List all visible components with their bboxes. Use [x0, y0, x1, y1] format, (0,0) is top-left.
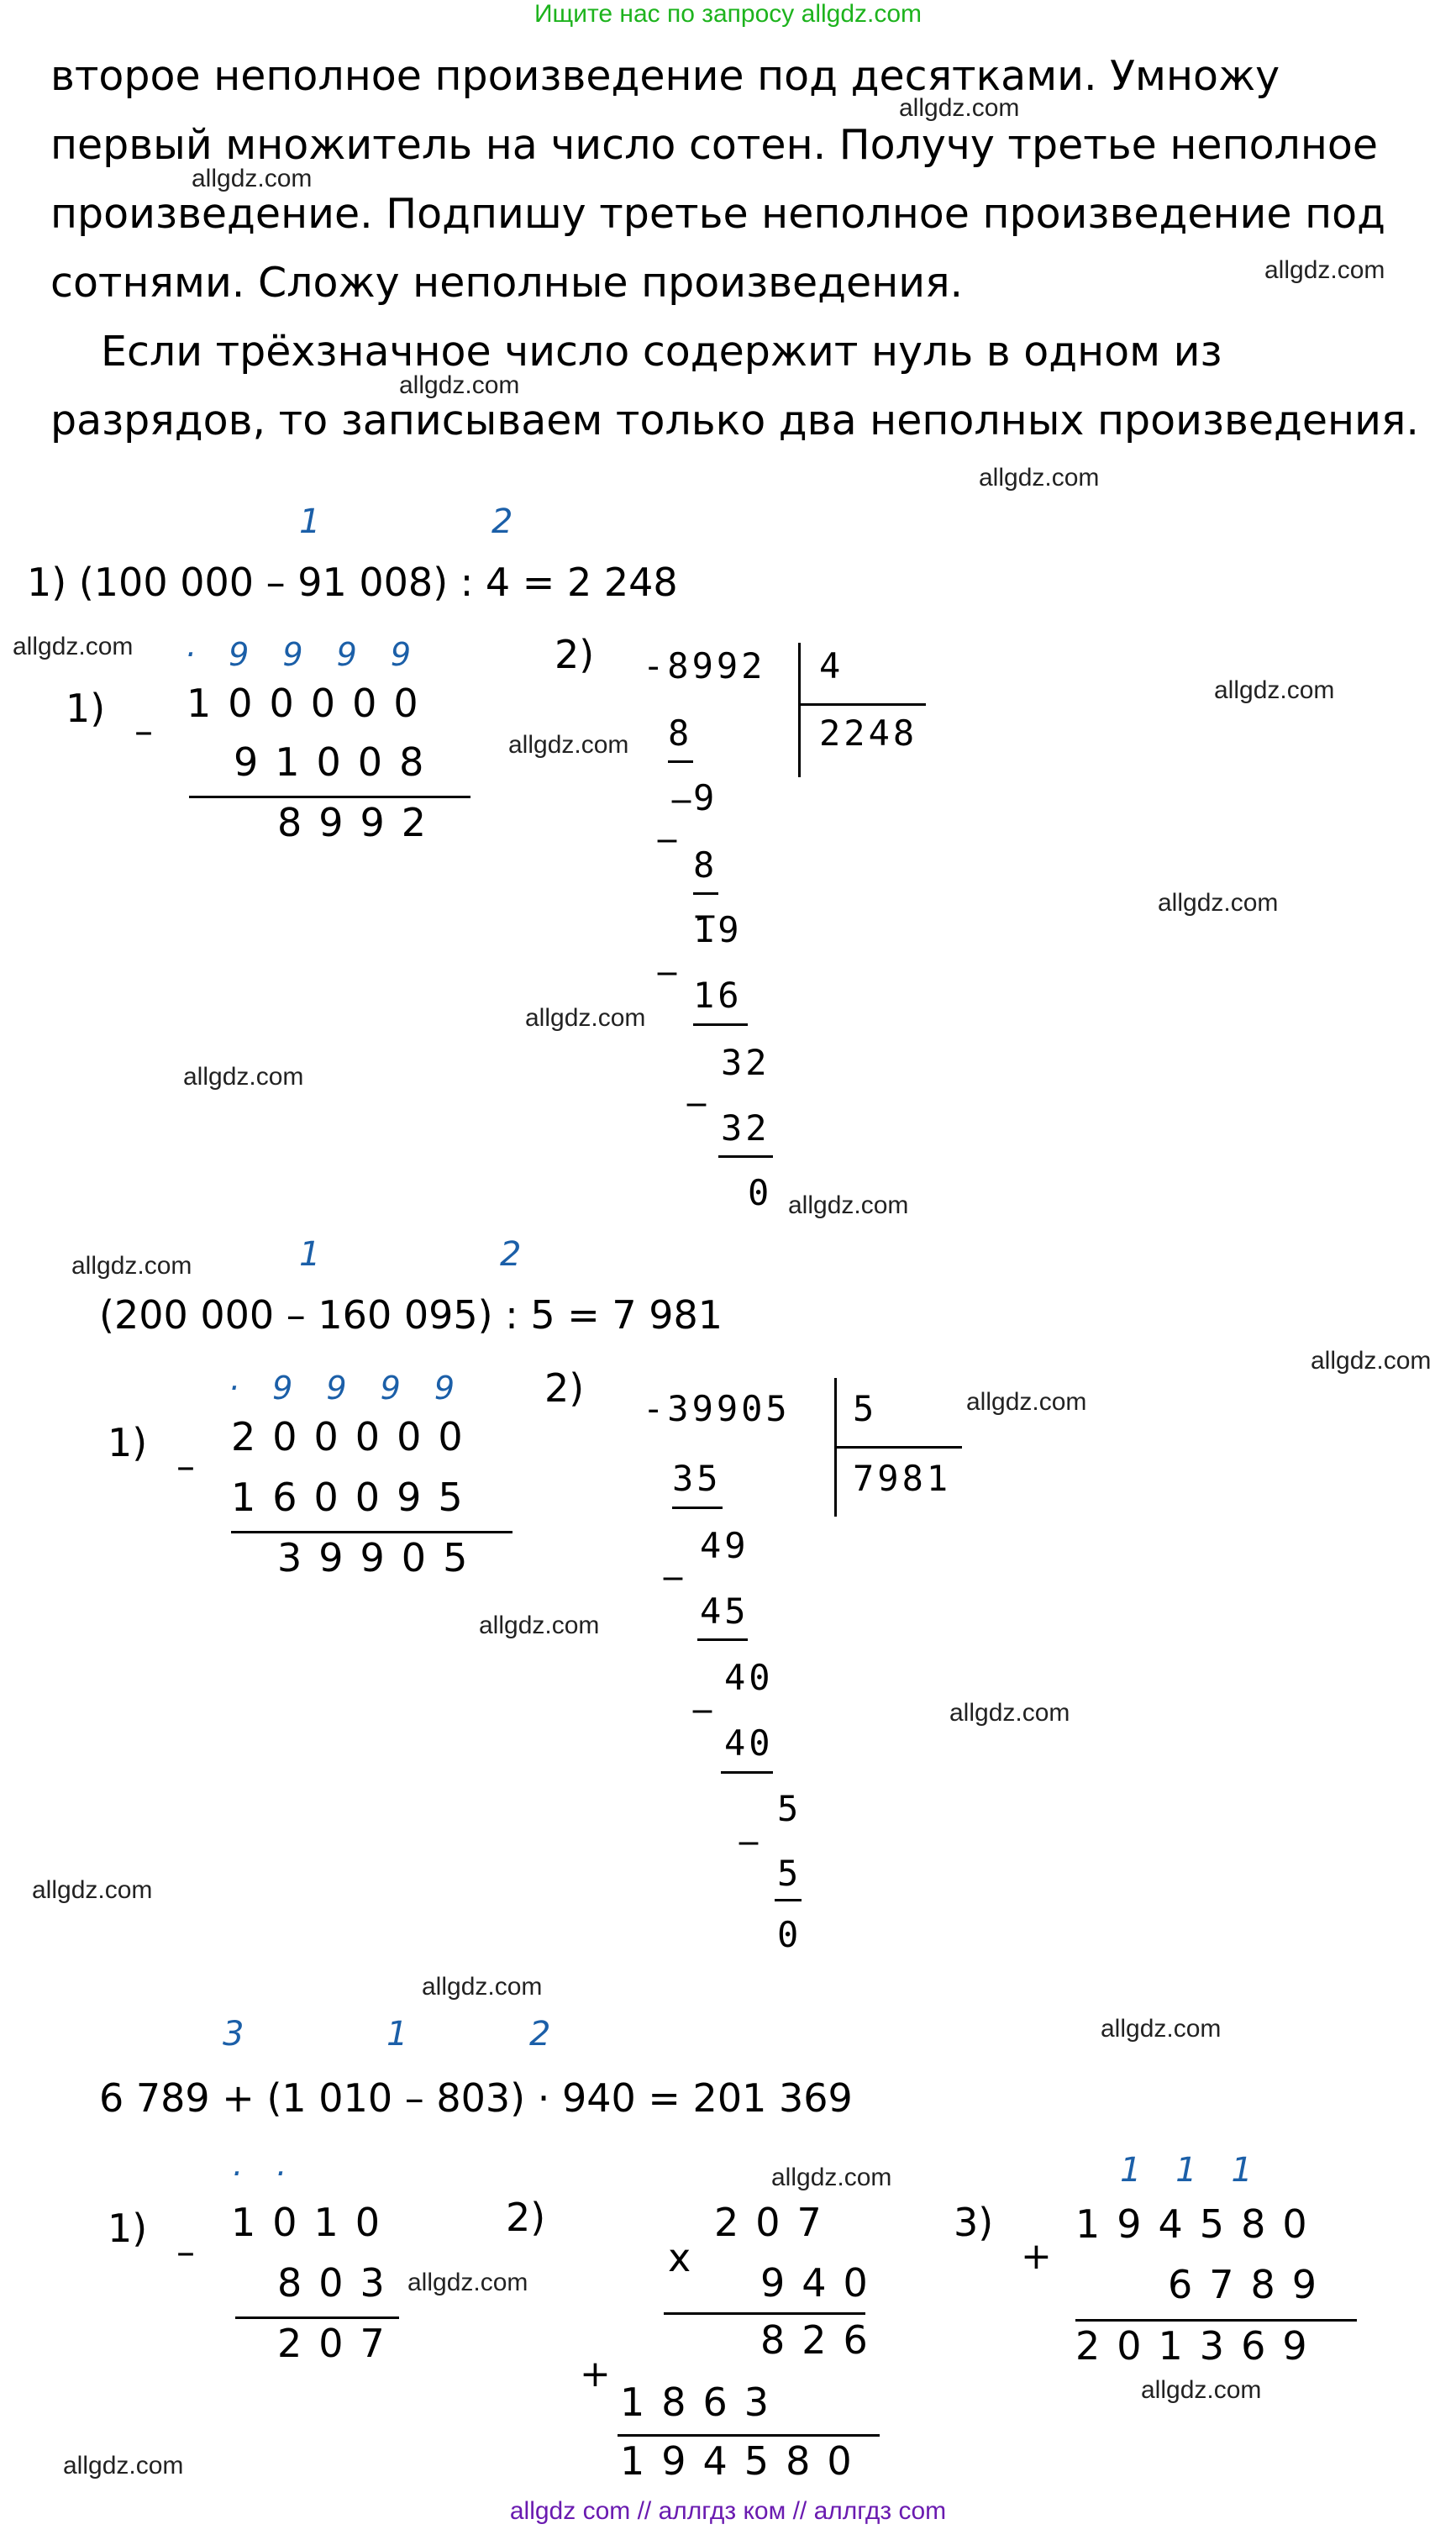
- watermark: allgdz.com: [966, 1388, 1087, 1416]
- watermark: allgdz.com: [32, 1876, 153, 1904]
- watermark: allgdz.com: [508, 731, 629, 759]
- step-rule: [697, 1638, 748, 1641]
- task3-minuend: 1010: [231, 2200, 397, 2245]
- watermark: allgdz.com: [192, 165, 313, 192]
- watermark: allgdz.com: [1101, 2015, 1222, 2043]
- step-rule: [718, 1155, 773, 1158]
- watermark: allgdz.com: [399, 371, 520, 399]
- task2-dividend: -39905: [643, 1388, 791, 1429]
- paragraph-2: Если трёхзначное число содержит нуль в одном из разрядов, то записываем только два неполных произведения.: [50, 328, 1419, 444]
- task2-quotient: 7981: [853, 1458, 952, 1499]
- task2-divisor: 5: [853, 1388, 878, 1429]
- quotient-rule: [834, 1446, 962, 1449]
- mul-sum-rule: [618, 2434, 880, 2437]
- watermark: allgdz.com: [979, 464, 1100, 492]
- watermark: allgdz.com: [1158, 889, 1279, 917]
- watermark: allgdz.com: [479, 1612, 600, 1639]
- division-bar: [798, 643, 801, 777]
- division-remainder: 0: [748, 1172, 773, 1213]
- task2-step1-label: 1): [108, 1420, 148, 1465]
- watermark: allgdz.com: [771, 2164, 892, 2191]
- watermark: allgdz.com: [1214, 676, 1335, 704]
- task2-subtrahend: 160095: [231, 1475, 480, 1520]
- step-rule: [693, 1023, 748, 1026]
- watermark: allgdz.com: [63, 2452, 184, 2480]
- division-step: 32: [721, 1107, 770, 1149]
- task3-difference: 207: [277, 2321, 402, 2366]
- task3-step1-label: 1): [108, 2206, 148, 2251]
- task1-step1-label: 1): [66, 686, 106, 731]
- step-rule: [672, 1507, 723, 1509]
- task3-subtrahend: 803: [277, 2260, 402, 2306]
- division-step: 40: [724, 1657, 774, 1698]
- minus-sign: _: [696, 876, 714, 918]
- watermark: allgdz.com: [1311, 1347, 1432, 1375]
- watermark: allgdz.com: [71, 1252, 192, 1280]
- division-step: 40: [724, 1722, 774, 1764]
- task3-carry-marks: 1 1 1: [1120, 2151, 1264, 2190]
- task1-divisor: 4: [819, 645, 844, 686]
- order-mark-1: 1: [386, 2015, 408, 2054]
- minus-sign: _: [693, 1670, 712, 1713]
- watermark: allgdz.com: [899, 94, 1020, 122]
- watermark: allgdz.com: [13, 633, 134, 660]
- task3-sub-rule: [235, 2317, 399, 2319]
- division-step: 8: [668, 713, 693, 754]
- division-step: 49: [700, 1525, 749, 1566]
- division-step: 45: [700, 1591, 749, 1632]
- task3-equation: 6 789 + (1 010 – 803) · 940 = 201 369: [99, 2075, 853, 2121]
- task3-step3-label: 3): [954, 2200, 994, 2245]
- plus-sign: +: [1021, 2235, 1052, 2278]
- task3-borrow-marks: · ·: [231, 2155, 297, 2192]
- minus-sign: –: [176, 1445, 195, 1488]
- explanation-text: [50, 42, 1445, 455]
- task3-mul-top: 207: [714, 2200, 838, 2245]
- division-step: 19: [693, 909, 743, 950]
- task3-add-bottom: 6789: [1168, 2262, 1334, 2307]
- footer-links[interactable]: allgdz com // аллгдз ком // аллгдз com: [509, 2497, 947, 2525]
- watermark: allgdz.com: [407, 2269, 528, 2296]
- division-step: 9: [693, 777, 718, 818]
- watermark: allgdz.com: [525, 1004, 646, 1032]
- minus-sign: –: [134, 710, 153, 753]
- division-step: 35: [672, 1458, 722, 1499]
- division-remainder: 0: [777, 1914, 802, 1955]
- step-rule: [775, 1899, 802, 1901]
- watermark: allgdz.com: [183, 1063, 304, 1091]
- task1-equation: 1) (100 000 – 91 008) : 4 = 2 248: [27, 560, 678, 605]
- task1-difference: 8992: [277, 800, 444, 845]
- task3-sum: 201369: [1075, 2323, 1324, 2369]
- add-rule: [1075, 2319, 1357, 2322]
- task3-partial-1: 826: [760, 2317, 885, 2363]
- plus-sign: +: [580, 2353, 611, 2395]
- mul-rule: [664, 2312, 865, 2315]
- task3-add-top: 194580: [1075, 2201, 1324, 2247]
- watermark: allgdz.com: [1141, 2376, 1262, 2404]
- minus-sign: _: [672, 760, 691, 803]
- task3-mul-bottom: 940: [760, 2260, 885, 2306]
- task3-step2-label: 2): [506, 2195, 546, 2240]
- order-mark-1: 1: [299, 502, 321, 541]
- task1-borrow-marks: · 9 9 9 9: [185, 636, 423, 673]
- task1-dividend: -8992: [643, 645, 766, 686]
- task2-borrow-marks: · 9 9 9 9: [229, 1370, 467, 1407]
- task1-sub-rule: [189, 796, 470, 798]
- watermark: allgdz.com: [1264, 256, 1385, 284]
- order-mark-2: 2: [491, 502, 513, 541]
- task2-difference: 39905: [277, 1535, 485, 1580]
- task1-step2-label: 2): [555, 632, 595, 677]
- order-mark-1: 1: [299, 1235, 321, 1274]
- minus-sign: –: [176, 2231, 195, 2274]
- multiply-sign: x: [668, 2235, 691, 2280]
- watermark: allgdz.com: [788, 1191, 909, 1219]
- division-step: 32: [721, 1042, 770, 1083]
- quotient-rule: [798, 703, 926, 706]
- task3-partial-2: 1863: [620, 2380, 786, 2425]
- task2-equation: (200 000 – 160 095) : 5 = 7 981: [99, 1292, 723, 1338]
- task2-step2-label: 2): [544, 1365, 585, 1411]
- order-mark-2: 2: [529, 2015, 551, 2054]
- task2-sub-rule: [231, 1531, 512, 1533]
- watermark: allgdz.com: [949, 1699, 1070, 1727]
- order-mark-3: 3: [223, 2015, 244, 2054]
- minus-sign: _: [658, 800, 676, 843]
- paragraph-1: второе неполное произведение под десятками. Умножу первый множитель на число сотен. Получу третье неполное произведение. Подпишу третье неполное произведение под сотнями. Сложу неполные произведения.: [50, 52, 1386, 307]
- order-mark-2: 2: [500, 1235, 522, 1274]
- step-rule: [721, 1771, 773, 1774]
- division-step: 5: [777, 1788, 802, 1829]
- task1-subtrahend: 91008: [234, 739, 441, 785]
- division-step: 16: [693, 975, 743, 1016]
- minus-sign: _: [664, 1538, 682, 1580]
- minus-sign: _: [658, 933, 676, 976]
- division-step: 5: [777, 1853, 802, 1894]
- watermark: allgdz.com: [422, 1973, 543, 2001]
- division-step: 8: [693, 844, 718, 886]
- search-hint-link[interactable]: Ищите нас по запросу allgdz.com: [534, 0, 922, 28]
- minus-sign: _: [739, 1802, 758, 1845]
- task2-minuend: 200000: [231, 1414, 480, 1459]
- task1-minuend: 100000: [187, 681, 435, 726]
- task1-quotient: 2248: [819, 713, 918, 754]
- minus-sign: _: [687, 1064, 706, 1107]
- task3-product: 194580: [620, 2438, 869, 2484]
